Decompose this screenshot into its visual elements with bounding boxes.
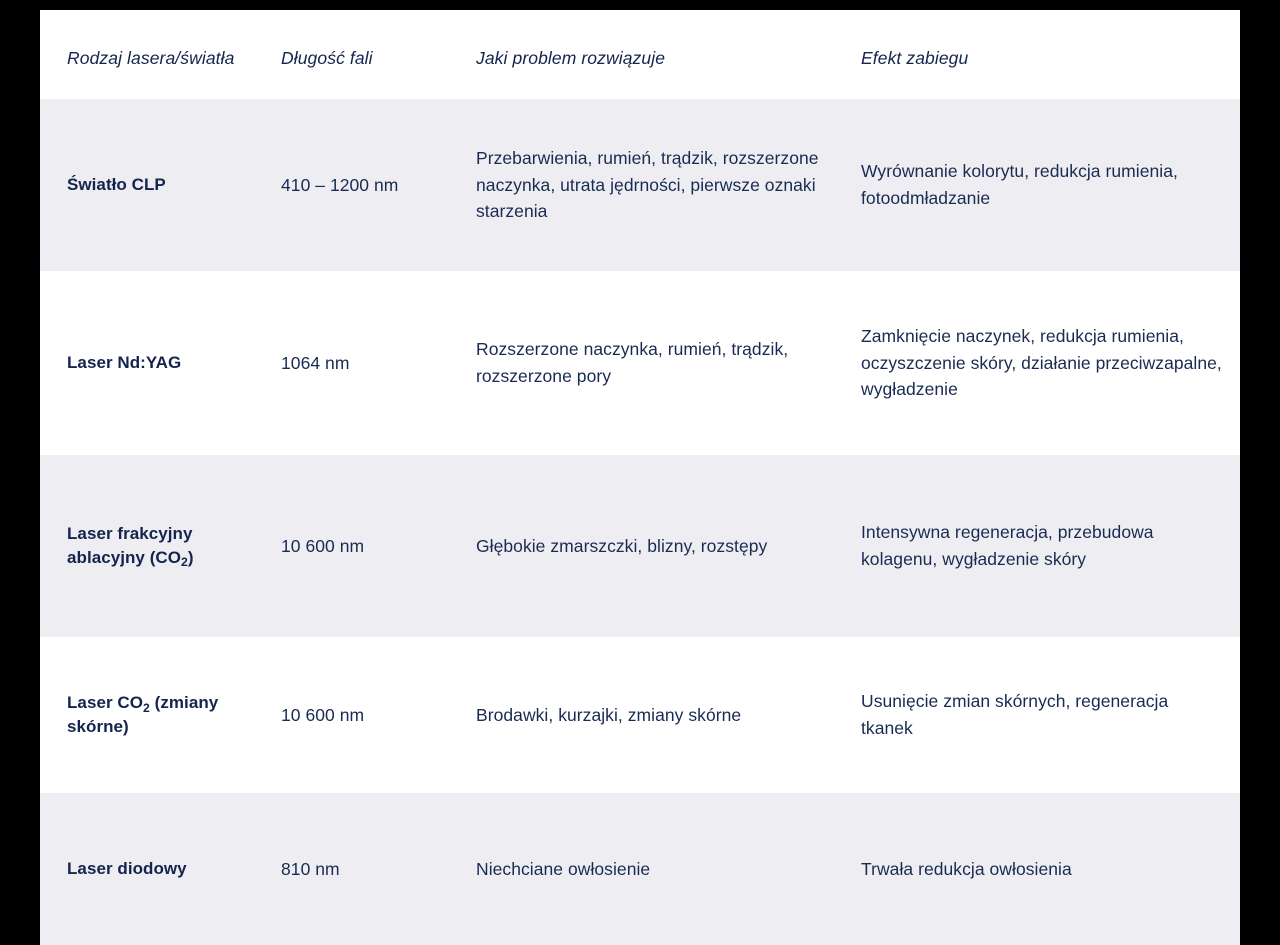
laser-name-suffix: ) (187, 548, 194, 567)
cell-laser-type (40, 455, 265, 637)
table-row (40, 271, 1240, 455)
cell-wavelength: 10 600 nm (265, 637, 460, 793)
cell-effect: Zamknięcie naczynek, redukcja rumienia, oczyszczenie skóry, działanie przeciwzapalne, wygładzenie (845, 271, 1240, 455)
cell-wavelength: 1064 nm (265, 271, 460, 455)
cell-problem: Przebarwienia, rumień, trądzik, rozszerzone naczynka, utrata jędrności, pierwsze oznaki starzenia (460, 99, 845, 271)
table-body (40, 99, 1240, 945)
subscript-2: 2 (143, 700, 150, 715)
table-header-row (40, 10, 1240, 99)
cell-effect: Intensywna regeneracja, przebudowa kolagenu, wygładzenie skóry (845, 455, 1240, 637)
laser-name-text: Laser Nd:YAG (67, 353, 182, 373)
cell-problem: Rozszerzone naczynka, rumień, trądzik, rozszerzone pory (460, 271, 845, 455)
table-row (40, 455, 1240, 637)
column-header-effect: Efekt zabiegu (845, 10, 1240, 99)
cell-effect: Wyrównanie kolorytu, redukcja rumienia, fotoodmładzanie (845, 99, 1240, 271)
cell-effect: Trwała redukcja owłosienia (845, 793, 1240, 945)
cell-effect: Usunięcie zmian skórnych, regeneracja tkanek (845, 637, 1240, 793)
cell-wavelength: 410 – 1200 nm (265, 99, 460, 271)
cell-problem: Niechciane owłosienie (460, 793, 845, 945)
laser-name-suffix: (zmiany skórne) (67, 693, 219, 736)
cell-laser-type (40, 637, 265, 793)
cell-laser-type (40, 793, 265, 945)
cell-wavelength: 810 nm (265, 793, 460, 945)
laser-comparison-table (40, 10, 1240, 945)
table-row (40, 99, 1240, 271)
subscript-2: 2 (181, 555, 188, 570)
cell-problem: Głębokie zmarszczki, blizny, rozstępy (460, 455, 845, 637)
column-header-wavelength: Długość fali (265, 10, 460, 99)
laser-name-text: Światło CLP (67, 175, 166, 195)
table-row (40, 793, 1240, 945)
column-header-problem: Jaki problem rozwiązuje (460, 10, 845, 99)
cell-laser-type (40, 99, 265, 271)
document-page (40, 10, 1240, 879)
laser-name-text: Laser frakcyjny ablacyjny (CO (67, 524, 193, 567)
table-row (40, 637, 1240, 793)
cell-laser-type (40, 271, 265, 455)
cell-problem: Brodawki, kurzajki, zmiany skórne (460, 637, 845, 793)
laser-name-text: Laser CO (67, 693, 143, 713)
column-header-laser-type: Rodzaj lasera/światła (40, 10, 265, 99)
cell-wavelength: 10 600 nm (265, 455, 460, 637)
laser-name-text: Laser diodowy (67, 859, 187, 879)
table-header (40, 10, 1240, 99)
